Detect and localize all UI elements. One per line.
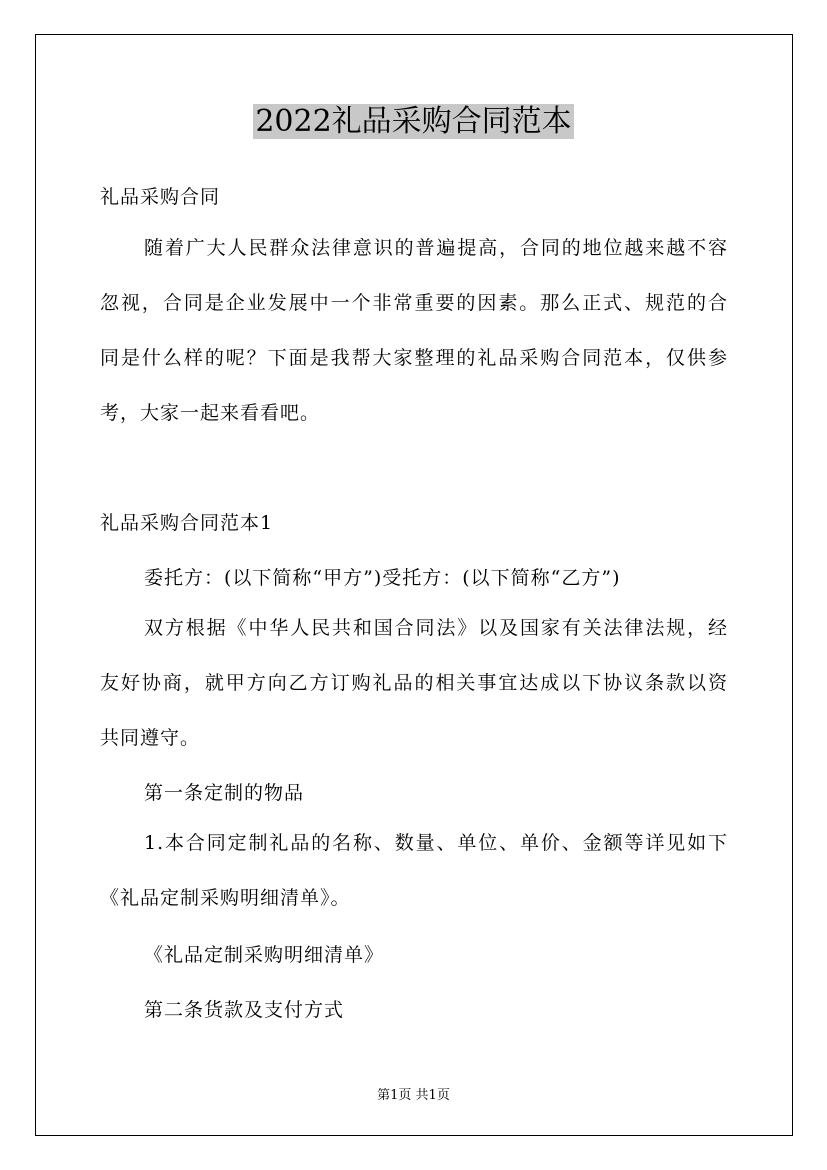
intro-line: 忽视，合同是企业发展中一个非常重要的因素。那么正式、规范的合 xyxy=(100,292,728,314)
article1-item xyxy=(100,833,728,908)
parties-line: 委托方：(以下简称“甲方”)受托方：(以下简称“乙方”) xyxy=(144,567,621,589)
intro-line: 同是什么样的呢？下面是我帮大家整理的礼品采购合同范本，仅供参 xyxy=(100,347,728,369)
article1-title: 第一条定制的物品 xyxy=(144,782,305,804)
document-title xyxy=(0,100,827,144)
article2-title: 第二条货款及支付方式 xyxy=(144,999,345,1021)
intro-paragraph xyxy=(100,238,728,423)
document-title-text: 2022礼品采购合同范本 xyxy=(255,104,572,139)
intro-line: 考，大家一起来看看吧。 xyxy=(100,402,321,424)
agreement-line: 共同遵守。 xyxy=(100,727,201,749)
intro-line: 随着广大人民群众法律意识的普遍提高，合同的地位越来越不容 xyxy=(144,237,728,259)
agreement-line: 双方根据《中华人民共和国合同法》以及国家有关法律法规，经 xyxy=(144,617,728,639)
agreement-line: 友好协商，就甲方向乙方订购礼品的相关事宜达成以下协议条款以资 xyxy=(100,672,728,694)
article1-item-line: 《礼品定制采购明细清单》。 xyxy=(100,887,351,909)
heading-sample-1: 礼品采购合同范本1 xyxy=(100,512,274,534)
heading-contract: 礼品采购合同 xyxy=(100,186,221,208)
article1-item-line: 1.本合同定制礼品的名称、数量、单位、单价、金额等详见如下 xyxy=(144,832,728,854)
detail-list-title: 《礼品定制采购明细清单》 xyxy=(144,944,385,966)
agreement-paragraph xyxy=(100,618,728,748)
page-footer: 第1页 共1页 xyxy=(377,1088,450,1103)
